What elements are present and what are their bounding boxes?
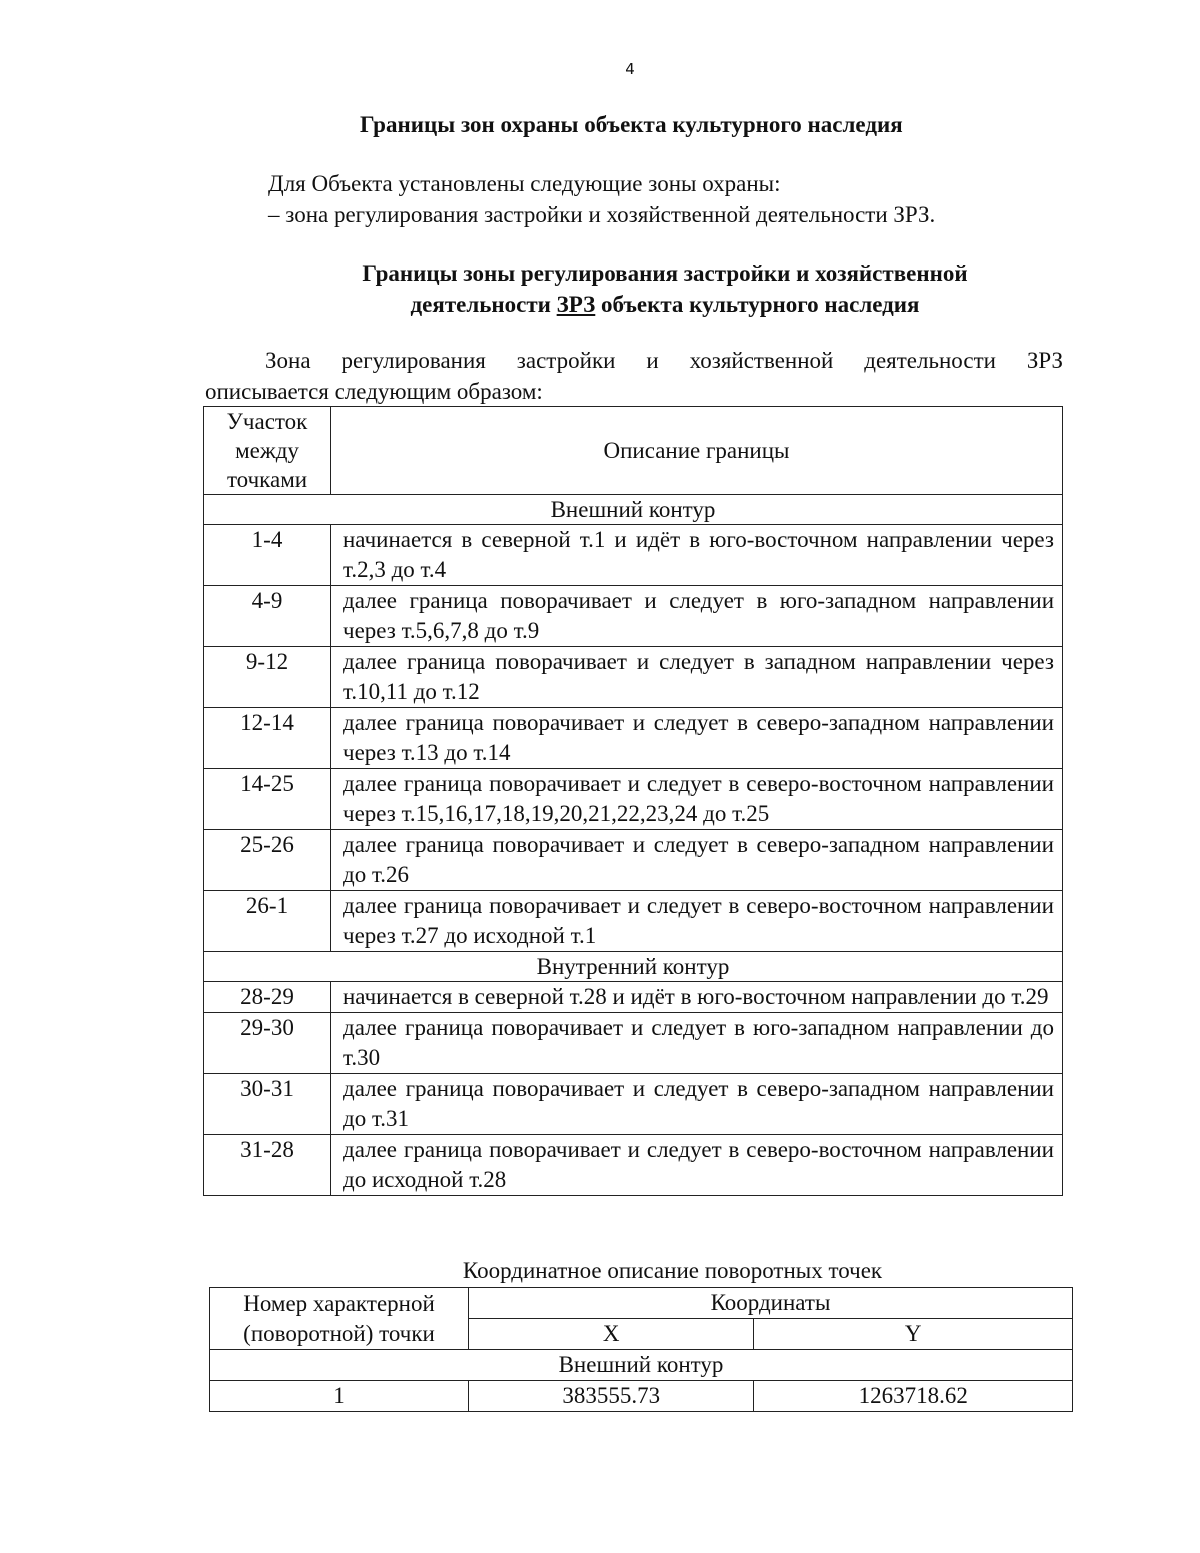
table-row — [204, 769, 1063, 830]
header-segment: Участок между точками — [204, 407, 331, 495]
description-cell: далее граница поворачивает и следует в западном направлении через т.10,11 до т.12 — [331, 647, 1063, 708]
coordinates-table-body — [210, 1288, 1073, 1412]
y-cell: 1263718.62 — [754, 1381, 1073, 1412]
description-cell: далее граница поворачивает и следует в северо-восточном направлении до исходной т.28 — [331, 1135, 1063, 1196]
intro-line-2: – зона регулирования застройки и хозяйственной деятельности ЗРЗ. — [268, 202, 936, 227]
heading-zrz-post: объекта культурного наследия — [595, 292, 920, 317]
coords-contour-row — [210, 1350, 1073, 1381]
segment-cell: 12-14 — [204, 708, 331, 769]
header-coordinates: Координаты — [469, 1288, 1073, 1319]
segment-cell: 4-9 — [204, 586, 331, 647]
page-number: 4 — [625, 60, 635, 78]
coordinates-table — [209, 1287, 1073, 1412]
description-cell: далее граница поворачивает и следует в северо-западном направлении через т.13 до т.14 — [331, 708, 1063, 769]
boundary-header-row — [204, 407, 1063, 495]
table-row — [210, 1381, 1073, 1412]
segment-cell: 31-28 — [204, 1135, 331, 1196]
heading-zrz-pre: деятельности — [410, 292, 557, 317]
boundary-table — [203, 406, 1063, 1196]
paragraph-line-1: Зона регулирования застройки и хозяйственной деятельности ЗРЗ — [265, 348, 1063, 373]
description-cell: далее граница поворачивает и следует в северо-восточном направлении через т.15,16,17,18,19,20,21,22,23,24 до т.25 — [331, 769, 1063, 830]
heading-zrz-line-2 — [300, 289, 1030, 320]
table-row — [204, 586, 1063, 647]
zone-description-paragraph — [205, 345, 1063, 407]
coords-outer-contour: Внешний контур — [210, 1350, 1073, 1381]
table-row — [204, 891, 1063, 952]
description-cell: далее граница поворачивает и следует в северо-западном направлении до т.26 — [331, 830, 1063, 891]
point-cell: 1 — [210, 1381, 469, 1412]
table-row — [204, 1074, 1063, 1135]
heading-zrz — [300, 258, 1030, 320]
table-row — [204, 1013, 1063, 1074]
outer-contour-label: Внешний контур — [204, 495, 1063, 525]
header-y: Y — [754, 1319, 1073, 1350]
description-cell: далее граница поворачивает и следует в юго-западном направлении через т.5,6,7,8 до т.9 — [331, 586, 1063, 647]
segment-cell: 26-1 — [204, 891, 331, 952]
segment-cell: 14-25 — [204, 769, 331, 830]
segment-cell: 30-31 — [204, 1074, 331, 1135]
table-row — [204, 830, 1063, 891]
coords-title: Координатное описание поворотных точек — [462, 1258, 883, 1283]
description-cell: далее граница поворачивает и следует в северо-западном направлении до т.31 — [331, 1074, 1063, 1135]
table-row — [204, 982, 1063, 1013]
description-cell: начинается в северной т.28 и идёт в юго-восточном направлении до т.29 — [331, 982, 1063, 1013]
segment-cell: 25-26 — [204, 830, 331, 891]
header-description: Описание границы — [331, 407, 1063, 495]
table-row — [204, 1135, 1063, 1196]
segment-cell: 1-4 — [204, 525, 331, 586]
heading-zrz-abbr: ЗРЗ — [556, 292, 596, 317]
table-row — [204, 525, 1063, 586]
header-x: X — [469, 1319, 754, 1350]
segment-cell: 29-30 — [204, 1013, 331, 1074]
description-cell: далее граница поворачивает и следует в северо-восточном направлении через т.27 до исходной т.1 — [331, 891, 1063, 952]
inner-contour-label: Внутренний контур — [204, 952, 1063, 982]
boundary-table-body — [204, 407, 1063, 1196]
description-cell: далее граница поворачивает и следует в юго-западном направлении до т.30 — [331, 1013, 1063, 1074]
header-point: Номер характерной (поворотной) точки — [210, 1288, 469, 1350]
x-cell: 383555.73 — [469, 1381, 754, 1412]
segment-cell: 28-29 — [204, 982, 331, 1013]
outer-contour-label-row — [204, 495, 1063, 525]
coords-header-row-1 — [210, 1288, 1073, 1319]
segment-cell: 9-12 — [204, 647, 331, 708]
intro-text — [268, 168, 935, 230]
table-row — [204, 708, 1063, 769]
heading-zrz-line-1: Границы зоны регулирования застройки и хозяйственной — [362, 261, 968, 286]
intro-line-1: Для Объекта установлены следующие зоны охраны: — [268, 171, 781, 196]
paragraph-line-2: описывается следующим образом: — [205, 379, 543, 404]
heading-protection-zones: Границы зон охраны объекта культурного наследия — [360, 112, 903, 137]
table-row — [204, 647, 1063, 708]
description-cell: начинается в северной т.1 и идёт в юго-восточном направлении через т.2,3 до т.4 — [331, 525, 1063, 586]
inner-contour-label-row — [204, 952, 1063, 982]
